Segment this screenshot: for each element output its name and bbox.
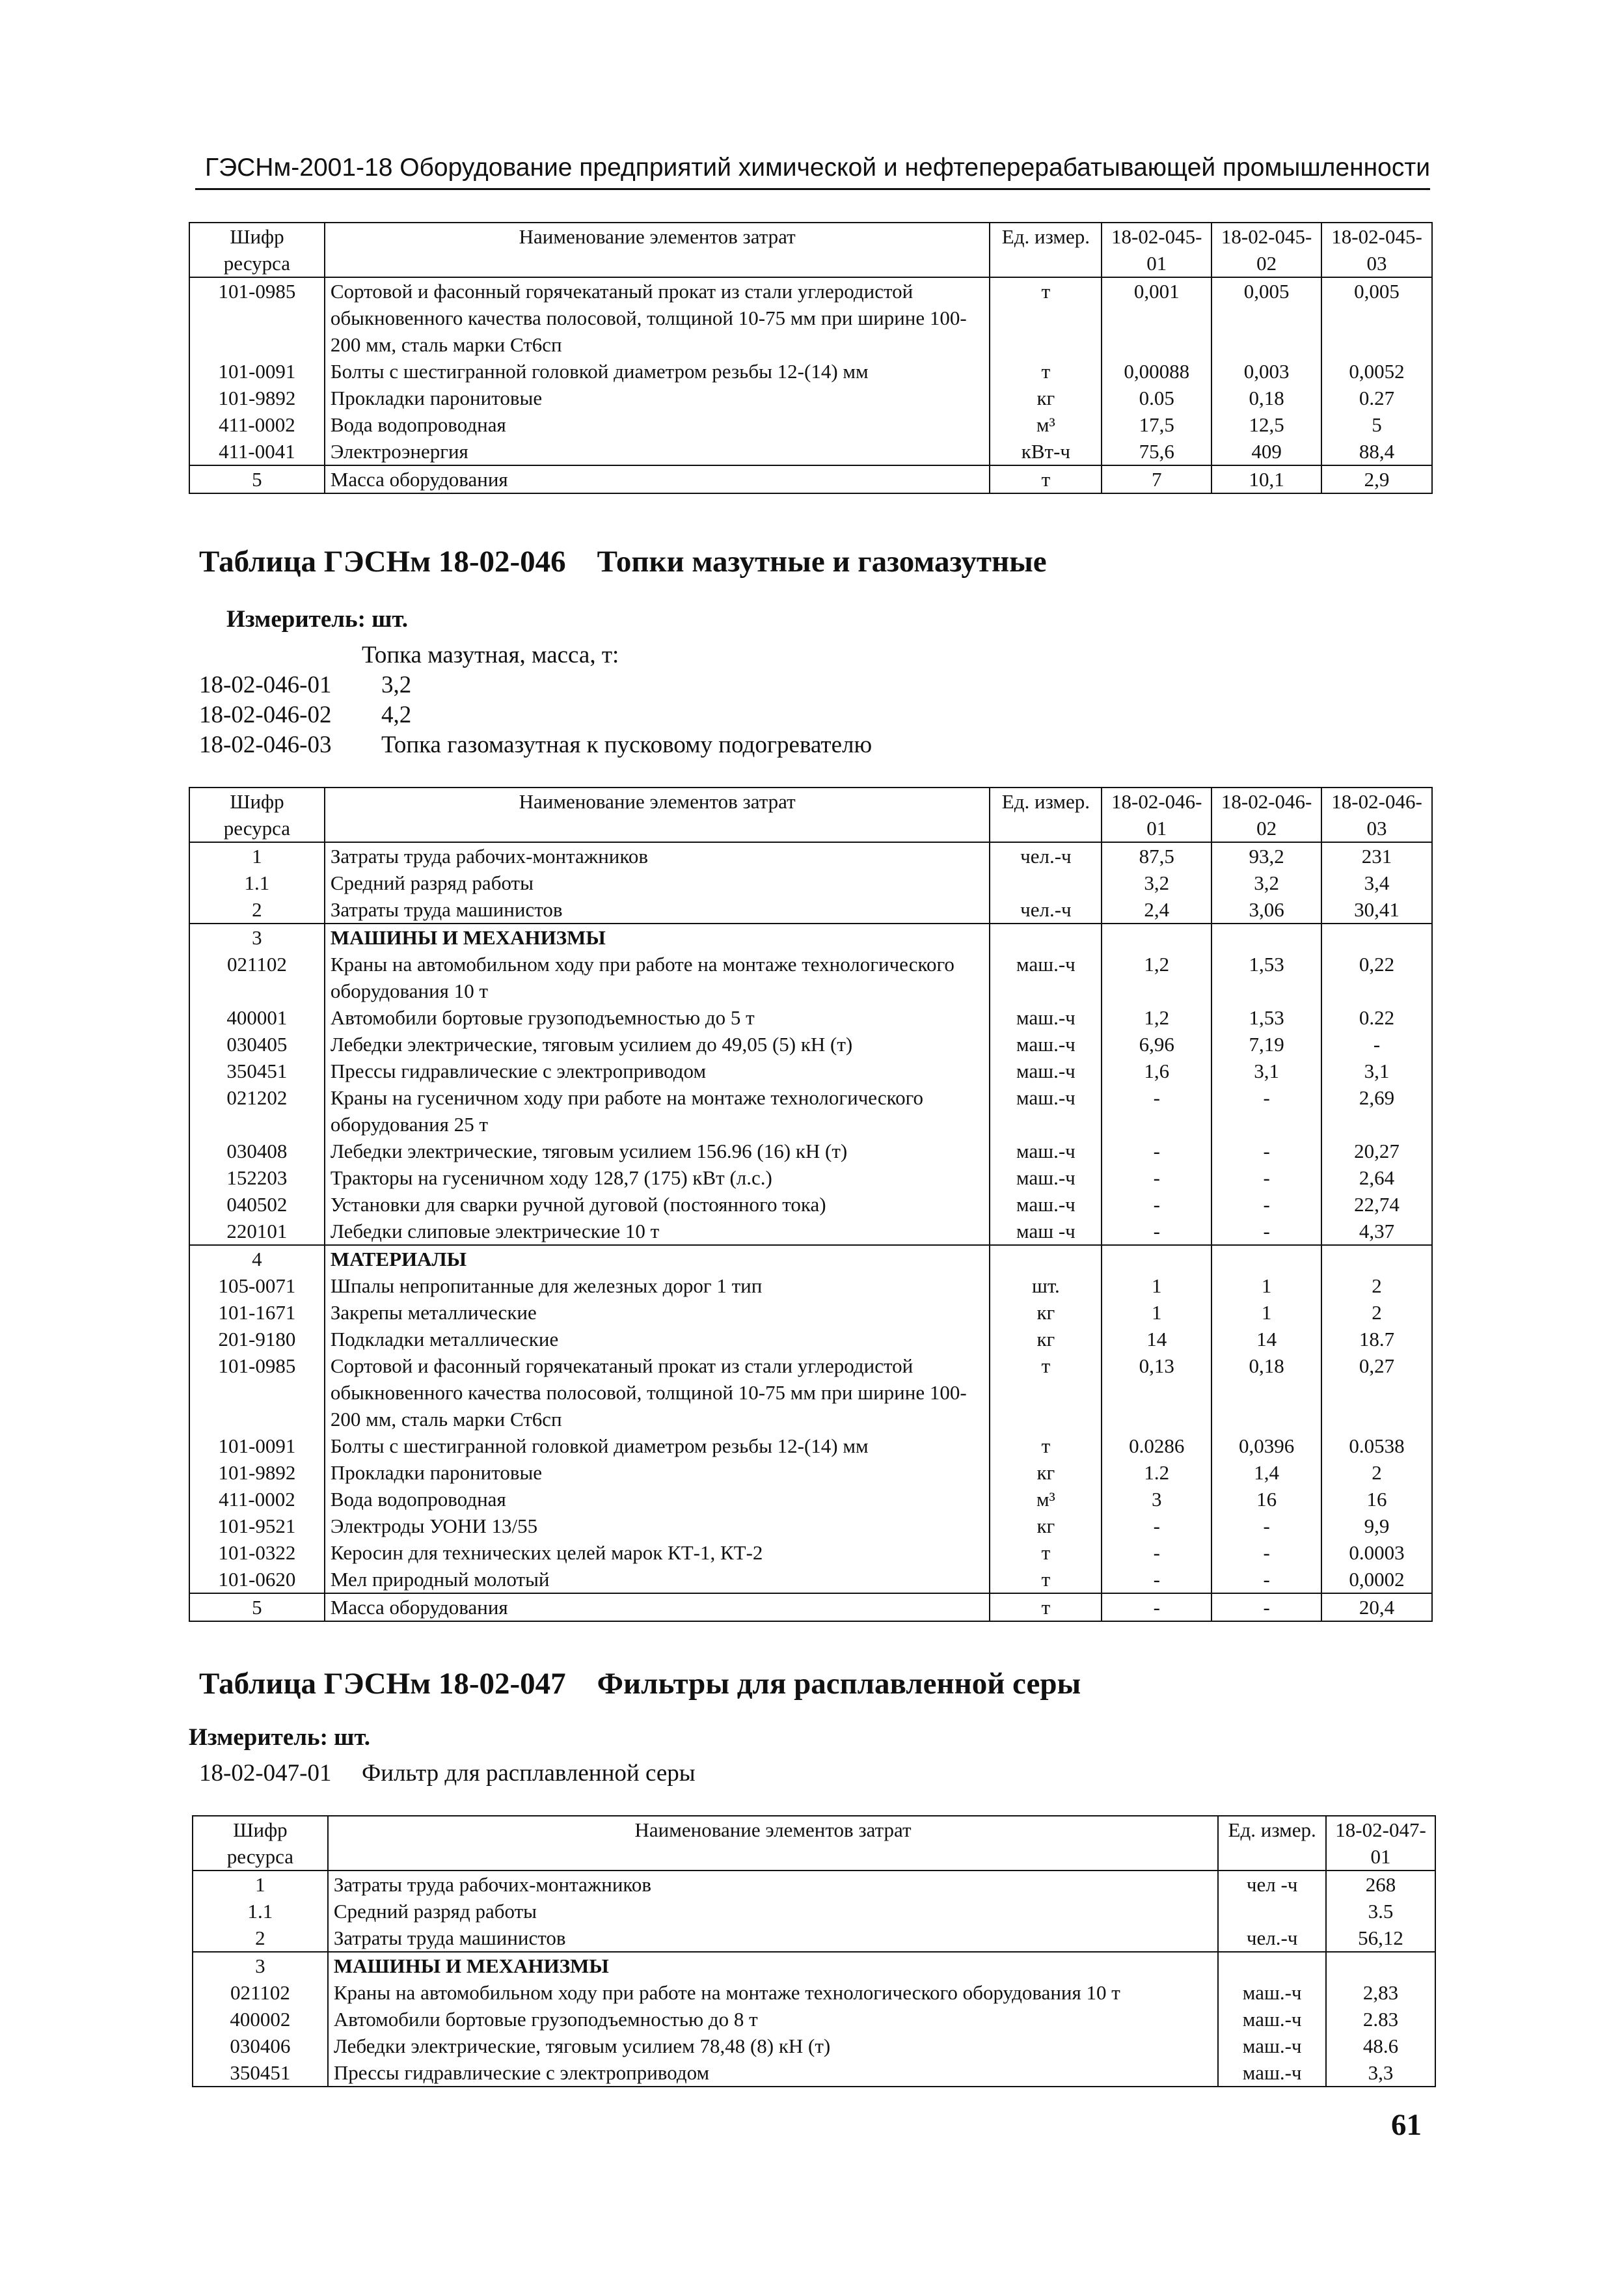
col-header-046-03: 18-02-046-03 <box>1321 788 1432 842</box>
cell-value <box>1211 924 1321 951</box>
cell-value: 2,83 <box>1326 1979 1435 2006</box>
cell-value: 0.05 <box>1102 385 1211 411</box>
table-046-meter: Измеритель: шт. <box>226 606 409 633</box>
cell-name: Автомобили бортовые грузоподъемностью до 8 т <box>328 2006 1218 2033</box>
cell-code: 400001 <box>189 1004 325 1031</box>
table-row <box>189 1058 1432 1084</box>
cell-name: Шпалы непропитанные для железных дорог 1 тип <box>325 1272 990 1299</box>
table-046-description <box>199 640 872 760</box>
table-row <box>189 277 1432 358</box>
item-code: 18-02-047-01 <box>199 1760 332 1787</box>
cell-value: 1.2 <box>1102 1459 1211 1486</box>
cell-name: Прессы гидравлические с электроприводом <box>328 2059 1218 2087</box>
cell-value: 0,005 <box>1211 277 1321 358</box>
cell-unit: маш.-ч <box>1218 2006 1326 2033</box>
cell-unit: маш -ч <box>990 1218 1102 1245</box>
cell-code: 021102 <box>189 951 325 1004</box>
cell-value: - <box>1211 1513 1321 1539</box>
cell-name: МАШИНЫ И МЕХАНИЗМЫ <box>328 1952 1218 1979</box>
cell-value <box>1321 924 1432 951</box>
cell-value: 3,2 <box>1211 870 1321 896</box>
cell-unit: т <box>990 1432 1102 1459</box>
table-row <box>189 896 1432 924</box>
table-row <box>189 1459 1432 1486</box>
table-row <box>193 1898 1435 1925</box>
cell-code: 030408 <box>189 1138 325 1164</box>
cell-value: 0,0396 <box>1211 1432 1321 1459</box>
table-row <box>193 1871 1435 1898</box>
table-row <box>189 358 1432 385</box>
col-header-045-03: 18-02-045-03 <box>1321 223 1432 277</box>
cell-code: 101-0091 <box>189 1432 325 1459</box>
cell-value: - <box>1321 1031 1432 1058</box>
cell-value: 3,06 <box>1211 896 1321 924</box>
cell-value: 2.83 <box>1326 2006 1435 2033</box>
cell-value: 20,4 <box>1321 1593 1432 1621</box>
table-row <box>189 438 1432 465</box>
table-row <box>189 842 1432 870</box>
cell-unit: маш.-ч <box>990 1031 1102 1058</box>
cell-unit: кВт-ч <box>990 438 1102 465</box>
table-row <box>189 465 1432 493</box>
cell-name: Автомобили бортовые грузоподъемностью до 5 т <box>325 1004 990 1031</box>
cell-value: 10,1 <box>1211 465 1321 493</box>
cell-code: 400002 <box>193 2006 328 2033</box>
cell-value: 1,2 <box>1102 1004 1211 1031</box>
cell-name: Прокладки паронитовые <box>325 1459 990 1486</box>
cell-name: Затраты труда машинистов <box>328 1925 1218 1952</box>
table-row <box>189 1218 1432 1245</box>
cell-code: 101-0091 <box>189 358 325 385</box>
cell-value: - <box>1211 1218 1321 1245</box>
cell-unit <box>990 870 1102 896</box>
table-row <box>193 1952 1435 1979</box>
cell-name: Электроды УОНИ 13/55 <box>325 1513 990 1539</box>
table-row <box>189 1031 1432 1058</box>
cell-value: 0,13 <box>1102 1352 1211 1432</box>
page-header: ГЭСНм-2001-18 Оборудование предприятий химической и нефтеперерабатывающей промышленности <box>204 154 1430 182</box>
cell-value: 18.7 <box>1321 1326 1432 1352</box>
table-row <box>189 1004 1432 1031</box>
cell-unit <box>990 1245 1102 1272</box>
cell-name: Сортовой и фасонный горячекатаный прокат из стали углеродистой обыкновенного качества полосовой, толщиной 10-75 мм при ширине 100-200 мм, сталь марки Ст6сп <box>325 1352 990 1432</box>
cell-code: 2 <box>193 1925 328 1952</box>
table-row <box>189 1299 1432 1326</box>
cell-code: 152203 <box>189 1164 325 1191</box>
cell-unit: кг <box>990 385 1102 411</box>
cell-value: 56,12 <box>1326 1925 1435 1952</box>
cell-value: 3 <box>1102 1486 1211 1513</box>
table-row <box>189 1138 1432 1164</box>
cell-unit: т <box>990 1593 1102 1621</box>
cell-unit: маш.-ч <box>990 1084 1102 1138</box>
cell-unit: кг <box>990 1326 1102 1352</box>
cell-value: 7 <box>1102 465 1211 493</box>
table-row <box>193 1979 1435 2006</box>
cell-value: 0,22 <box>1321 951 1432 1004</box>
cell-name: Болты с шестигранной головкой диаметром резьбы 12-(14) мм <box>325 1432 990 1459</box>
cell-name: Тракторы на гусеничном ходу 128,7 (175) кВт (л.с.) <box>325 1164 990 1191</box>
cell-unit: кг <box>990 1459 1102 1486</box>
table-row <box>193 2059 1435 2087</box>
cell-value: 0.0003 <box>1321 1539 1432 1566</box>
cell-name: Подкладки металлические <box>325 1326 990 1352</box>
cell-value: - <box>1102 1593 1211 1621</box>
table-18-02-047 <box>192 1815 1436 2087</box>
col-header-name: Наименование элементов затрат <box>328 1816 1218 1871</box>
table-row <box>189 1432 1432 1459</box>
item-text: Топка газомазутная к пусковому подогревателю <box>381 732 873 758</box>
table-row <box>189 1164 1432 1191</box>
cell-value: 0.0538 <box>1321 1432 1432 1459</box>
cell-name: МАТЕРИАЛЫ <box>325 1245 990 1272</box>
cell-value: 3,1 <box>1321 1058 1432 1084</box>
cell-code: 101-9521 <box>189 1513 325 1539</box>
cell-code: 1 <box>193 1871 328 1898</box>
table-row <box>189 1593 1432 1621</box>
cell-code: 1 <box>189 842 325 870</box>
cell-code: 3 <box>193 1952 328 1979</box>
cell-value: 3,4 <box>1321 870 1432 896</box>
table-row <box>189 1272 1432 1299</box>
cell-code: 350451 <box>193 2059 328 2087</box>
table-046-name: Топки мазутные и газомазутные <box>597 545 1047 579</box>
cell-value: - <box>1102 1138 1211 1164</box>
cell-value: 0.0286 <box>1102 1432 1211 1459</box>
cell-value: - <box>1211 1084 1321 1138</box>
cell-value: - <box>1211 1164 1321 1191</box>
cell-value: 1,6 <box>1102 1058 1211 1084</box>
cell-name: Установки для сварки ручной дуговой (постоянного тока) <box>325 1191 990 1218</box>
col-header-code: Шифр ресурса <box>189 223 325 277</box>
item-code: 18-02-046-02 <box>199 702 332 728</box>
table-046-title <box>199 544 1047 579</box>
cell-value <box>1321 1245 1432 1272</box>
cell-value: 0,001 <box>1102 277 1211 358</box>
cell-value: - <box>1211 1191 1321 1218</box>
cell-unit: маш.-ч <box>990 1138 1102 1164</box>
cell-value <box>1102 924 1211 951</box>
table-18-02-046 <box>189 787 1433 1622</box>
cell-value: 2 <box>1321 1459 1432 1486</box>
cell-name: Краны на автомобильном ходу при работе на монтаже технологического оборудования 10 т <box>325 951 990 1004</box>
cell-unit: маш.-ч <box>1218 1979 1326 2006</box>
item-text: 3,2 <box>381 672 412 698</box>
cell-unit: чел.-ч <box>990 842 1102 870</box>
cell-unit: м³ <box>990 411 1102 438</box>
cell-value: 93,2 <box>1211 842 1321 870</box>
cell-value: - <box>1211 1566 1321 1593</box>
table-row <box>193 2006 1435 2033</box>
table-row <box>189 870 1432 896</box>
table-row <box>189 1539 1432 1566</box>
col-header-046-01: 18-02-046-01 <box>1102 788 1211 842</box>
table-row <box>189 1486 1432 1513</box>
cell-code: 105-0071 <box>189 1272 325 1299</box>
table-row <box>189 1084 1432 1138</box>
cell-value: 1,4 <box>1211 1459 1321 1486</box>
table-047-code: Таблица ГЭСНм 18-02-047 <box>199 1667 566 1701</box>
table-row <box>193 2033 1435 2059</box>
cell-code: 411-0002 <box>189 411 325 438</box>
cell-value: 1,53 <box>1211 951 1321 1004</box>
cell-unit: маш.-ч <box>1218 2033 1326 2059</box>
item-text: 4,2 <box>381 702 412 728</box>
cell-value: 20,27 <box>1321 1138 1432 1164</box>
table-row <box>189 1326 1432 1352</box>
cell-unit: маш.-ч <box>990 1164 1102 1191</box>
cell-code: 040502 <box>189 1191 325 1218</box>
table-row <box>193 1925 1435 1952</box>
cell-unit: м³ <box>990 1486 1102 1513</box>
cell-value: 17,5 <box>1102 411 1211 438</box>
cell-value: 0,27 <box>1321 1352 1432 1432</box>
cell-unit: т <box>990 1352 1102 1432</box>
cell-name: Масса оборудования <box>325 465 990 493</box>
cell-name: Средний разряд работы <box>328 1898 1218 1925</box>
cell-unit: шт. <box>990 1272 1102 1299</box>
cell-code: 021102 <box>193 1979 328 2006</box>
cell-value: 231 <box>1321 842 1432 870</box>
cell-value: 0,0002 <box>1321 1566 1432 1593</box>
cell-value: - <box>1211 1138 1321 1164</box>
cell-code: 3 <box>189 924 325 951</box>
table-row <box>189 924 1432 951</box>
cell-unit: чел -ч <box>1218 1871 1326 1898</box>
cell-value: - <box>1102 1513 1211 1539</box>
cell-value: 3,2 <box>1102 870 1211 896</box>
cell-value: 88,4 <box>1321 438 1432 465</box>
cell-name: Краны на гусеничном ходу при работе на монтаже технологического оборудования 25 т <box>325 1084 990 1138</box>
col-header-code: Шифр ресурса <box>189 788 325 842</box>
table-047-title <box>199 1666 1081 1701</box>
col-header-name: Наименование элементов затрат <box>325 223 990 277</box>
cell-code: 030405 <box>189 1031 325 1058</box>
table-row <box>189 1191 1432 1218</box>
cell-code: 1.1 <box>193 1898 328 1925</box>
cell-unit: т <box>990 277 1102 358</box>
cell-name: Электроэнергия <box>325 438 990 465</box>
cell-value <box>1102 1245 1211 1272</box>
cell-code: 350451 <box>189 1058 325 1084</box>
cell-name: Средний разряд работы <box>325 870 990 896</box>
cell-value: 0.22 <box>1321 1004 1432 1031</box>
cell-code: 411-0041 <box>189 438 325 465</box>
cell-value: 30,41 <box>1321 896 1432 924</box>
cell-name: Керосин для технических целей марок КТ-1, КТ-2 <box>325 1539 990 1566</box>
cell-unit: маш.-ч <box>990 1004 1102 1031</box>
cell-value: 48.6 <box>1326 2033 1435 2059</box>
col-header-047-01: 18-02-047-01 <box>1326 1816 1435 1871</box>
cell-code: 021202 <box>189 1084 325 1138</box>
cell-code: 5 <box>189 465 325 493</box>
col-header-unit: Ед. измер. <box>1218 1816 1326 1871</box>
cell-unit: т <box>990 1566 1102 1593</box>
cell-value: 7,19 <box>1211 1031 1321 1058</box>
table-row <box>189 1245 1432 1272</box>
cell-value: - <box>1102 1191 1211 1218</box>
cell-code: 5 <box>189 1593 325 1621</box>
cell-name: Лебедки электрические, тяговым усилием до 49,05 (5) кН (т) <box>325 1031 990 1058</box>
cell-value: - <box>1102 1539 1211 1566</box>
cell-value: 0.27 <box>1321 385 1432 411</box>
cell-value: 2 <box>1321 1272 1432 1299</box>
cell-value: - <box>1211 1593 1321 1621</box>
cell-value: 22,74 <box>1321 1191 1432 1218</box>
cell-code: 101-0985 <box>189 1352 325 1432</box>
cell-value: 9,9 <box>1321 1513 1432 1539</box>
cell-value: 12,5 <box>1211 411 1321 438</box>
cell-value: 1,2 <box>1102 951 1211 1004</box>
cell-value: 0,00088 <box>1102 358 1211 385</box>
cell-unit: маш.-ч <box>990 951 1102 1004</box>
cell-value: 1 <box>1211 1299 1321 1326</box>
cell-value: 3.5 <box>1326 1898 1435 1925</box>
table-047-meter: Измеритель: шт. <box>189 1724 371 1751</box>
cell-code: 411-0002 <box>189 1486 325 1513</box>
cell-value: - <box>1211 1539 1321 1566</box>
cell-unit: кг <box>990 1299 1102 1326</box>
cell-code: 030406 <box>193 2033 328 2059</box>
cell-value: 14 <box>1102 1326 1211 1352</box>
cell-value: 16 <box>1321 1486 1432 1513</box>
cell-name: Закрепы металлические <box>325 1299 990 1326</box>
cell-name: Лебедки слиповые электрические 10 т <box>325 1218 990 1245</box>
cell-value: 87,5 <box>1102 842 1211 870</box>
cell-unit <box>1218 1898 1326 1925</box>
cell-value: - <box>1102 1084 1211 1138</box>
header-rule <box>195 188 1430 190</box>
table-row <box>189 1513 1432 1539</box>
col-header-unit: Ед. измер. <box>990 223 1102 277</box>
cell-name: Мел природный молотый <box>325 1566 990 1593</box>
cell-value: 1 <box>1211 1272 1321 1299</box>
cell-unit: маш.-ч <box>1218 2059 1326 2087</box>
cell-code: 101-0985 <box>189 277 325 358</box>
cell-value: 0,18 <box>1211 385 1321 411</box>
cell-unit: т <box>990 465 1102 493</box>
table-047-name: Фильтры для расплавленной серы <box>597 1667 1081 1701</box>
cell-name: Лебедки электрические, тяговым усилием 156.96 (16) кН (т) <box>325 1138 990 1164</box>
cell-code: 101-1671 <box>189 1299 325 1326</box>
table-row <box>189 385 1432 411</box>
cell-code: 1.1 <box>189 870 325 896</box>
item-code: 18-02-046-01 <box>199 672 332 698</box>
cell-unit <box>1218 1952 1326 1979</box>
item-code: 18-02-046-03 <box>199 732 332 758</box>
item-text: Фильтр для расплавленной серы <box>362 1760 696 1787</box>
cell-value: - <box>1102 1164 1211 1191</box>
cell-code: 101-9892 <box>189 385 325 411</box>
cell-value: 1 <box>1102 1272 1211 1299</box>
cell-name: Затраты труда машинистов <box>325 896 990 924</box>
cell-unit: маш.-ч <box>990 1058 1102 1084</box>
cell-unit <box>990 924 1102 951</box>
cell-value: 1 <box>1102 1299 1211 1326</box>
cell-name: Прокладки паронитовые <box>325 385 990 411</box>
cell-name: Масса оборудования <box>325 1593 990 1621</box>
cell-name: МАШИНЫ И МЕХАНИЗМЫ <box>325 924 990 951</box>
cell-value: 268 <box>1326 1871 1435 1898</box>
cell-code: 4 <box>189 1245 325 1272</box>
cell-name: Сортовой и фасонный горячекатаный прокат из стали углеродистой обыкновенного качества полосовой, толщиной 10-75 мм при ширине 100-200 мм, сталь марки Ст6сп <box>325 277 990 358</box>
cell-value: 409 <box>1211 438 1321 465</box>
cell-value: 2,69 <box>1321 1084 1432 1138</box>
cell-value <box>1211 1245 1321 1272</box>
col-header-code: Шифр ресурса <box>193 1816 328 1871</box>
cell-value: 4,37 <box>1321 1218 1432 1245</box>
cell-value: 2,9 <box>1321 465 1432 493</box>
cell-value: 0,0052 <box>1321 358 1432 385</box>
cell-value: 16 <box>1211 1486 1321 1513</box>
cell-code: 101-9892 <box>189 1459 325 1486</box>
cell-unit: кг <box>990 1513 1102 1539</box>
cell-name: Краны на автомобильном ходу при работе на монтаже технологического оборудования 10 т <box>328 1979 1218 2006</box>
cell-unit: т <box>990 1539 1102 1566</box>
cell-value: 0,005 <box>1321 277 1432 358</box>
cell-name: Затраты труда рабочих-монтажников <box>328 1871 1218 1898</box>
col-header-046-02: 18-02-046-02 <box>1211 788 1321 842</box>
cell-value: 1,53 <box>1211 1004 1321 1031</box>
cell-name: Болты с шестигранной головкой диаметром резьбы 12-(14) мм <box>325 358 990 385</box>
col-header-045-01: 18-02-045-01 <box>1102 223 1211 277</box>
cell-value: 3,3 <box>1326 2059 1435 2087</box>
cell-unit: маш.-ч <box>990 1191 1102 1218</box>
table-046-code: Таблица ГЭСНм 18-02-046 <box>199 545 566 579</box>
cell-unit: чел.-ч <box>990 896 1102 924</box>
cell-code: 101-0620 <box>189 1566 325 1593</box>
cell-unit: чел.-ч <box>1218 1925 1326 1952</box>
cell-value: - <box>1102 1566 1211 1593</box>
cell-value: 6,96 <box>1102 1031 1211 1058</box>
cell-value: 14 <box>1211 1326 1321 1352</box>
cell-value <box>1326 1952 1435 1979</box>
col-header-name: Наименование элементов затрат <box>325 788 990 842</box>
cell-value: 2 <box>1321 1299 1432 1326</box>
cell-code: 220101 <box>189 1218 325 1245</box>
cell-value: 0,003 <box>1211 358 1321 385</box>
cell-value: 2,4 <box>1102 896 1211 924</box>
cell-value: 5 <box>1321 411 1432 438</box>
cell-value: 0,18 <box>1211 1352 1321 1432</box>
cell-value: 75,6 <box>1102 438 1211 465</box>
page-number: 61 <box>1391 2108 1422 2142</box>
cell-name: Затраты труда рабочих-монтажников <box>325 842 990 870</box>
cell-value: 2,64 <box>1321 1164 1432 1191</box>
col-header-unit: Ед. измер. <box>990 788 1102 842</box>
cell-name: Лебедки электрические, тяговым усилием 78,48 (8) кН (т) <box>328 2033 1218 2059</box>
cell-name: Прессы гидравлические с электроприводом <box>325 1058 990 1084</box>
cell-code: 201-9180 <box>189 1326 325 1352</box>
description-intro: Топка мазутная, масса, т: <box>362 642 619 668</box>
cell-value: 3,1 <box>1211 1058 1321 1084</box>
table-row <box>189 1352 1432 1432</box>
table-row <box>189 1566 1432 1593</box>
table-18-02-045 <box>189 222 1433 494</box>
cell-unit: т <box>990 358 1102 385</box>
table-row <box>189 411 1432 438</box>
cell-code: 2 <box>189 896 325 924</box>
cell-code: 101-0322 <box>189 1539 325 1566</box>
cell-name: Вода водопроводная <box>325 1486 990 1513</box>
table-row <box>189 951 1432 1004</box>
col-header-045-02: 18-02-045-02 <box>1211 223 1321 277</box>
cell-name: Вода водопроводная <box>325 411 990 438</box>
table-047-description <box>199 1759 696 1789</box>
cell-value: - <box>1102 1218 1211 1245</box>
